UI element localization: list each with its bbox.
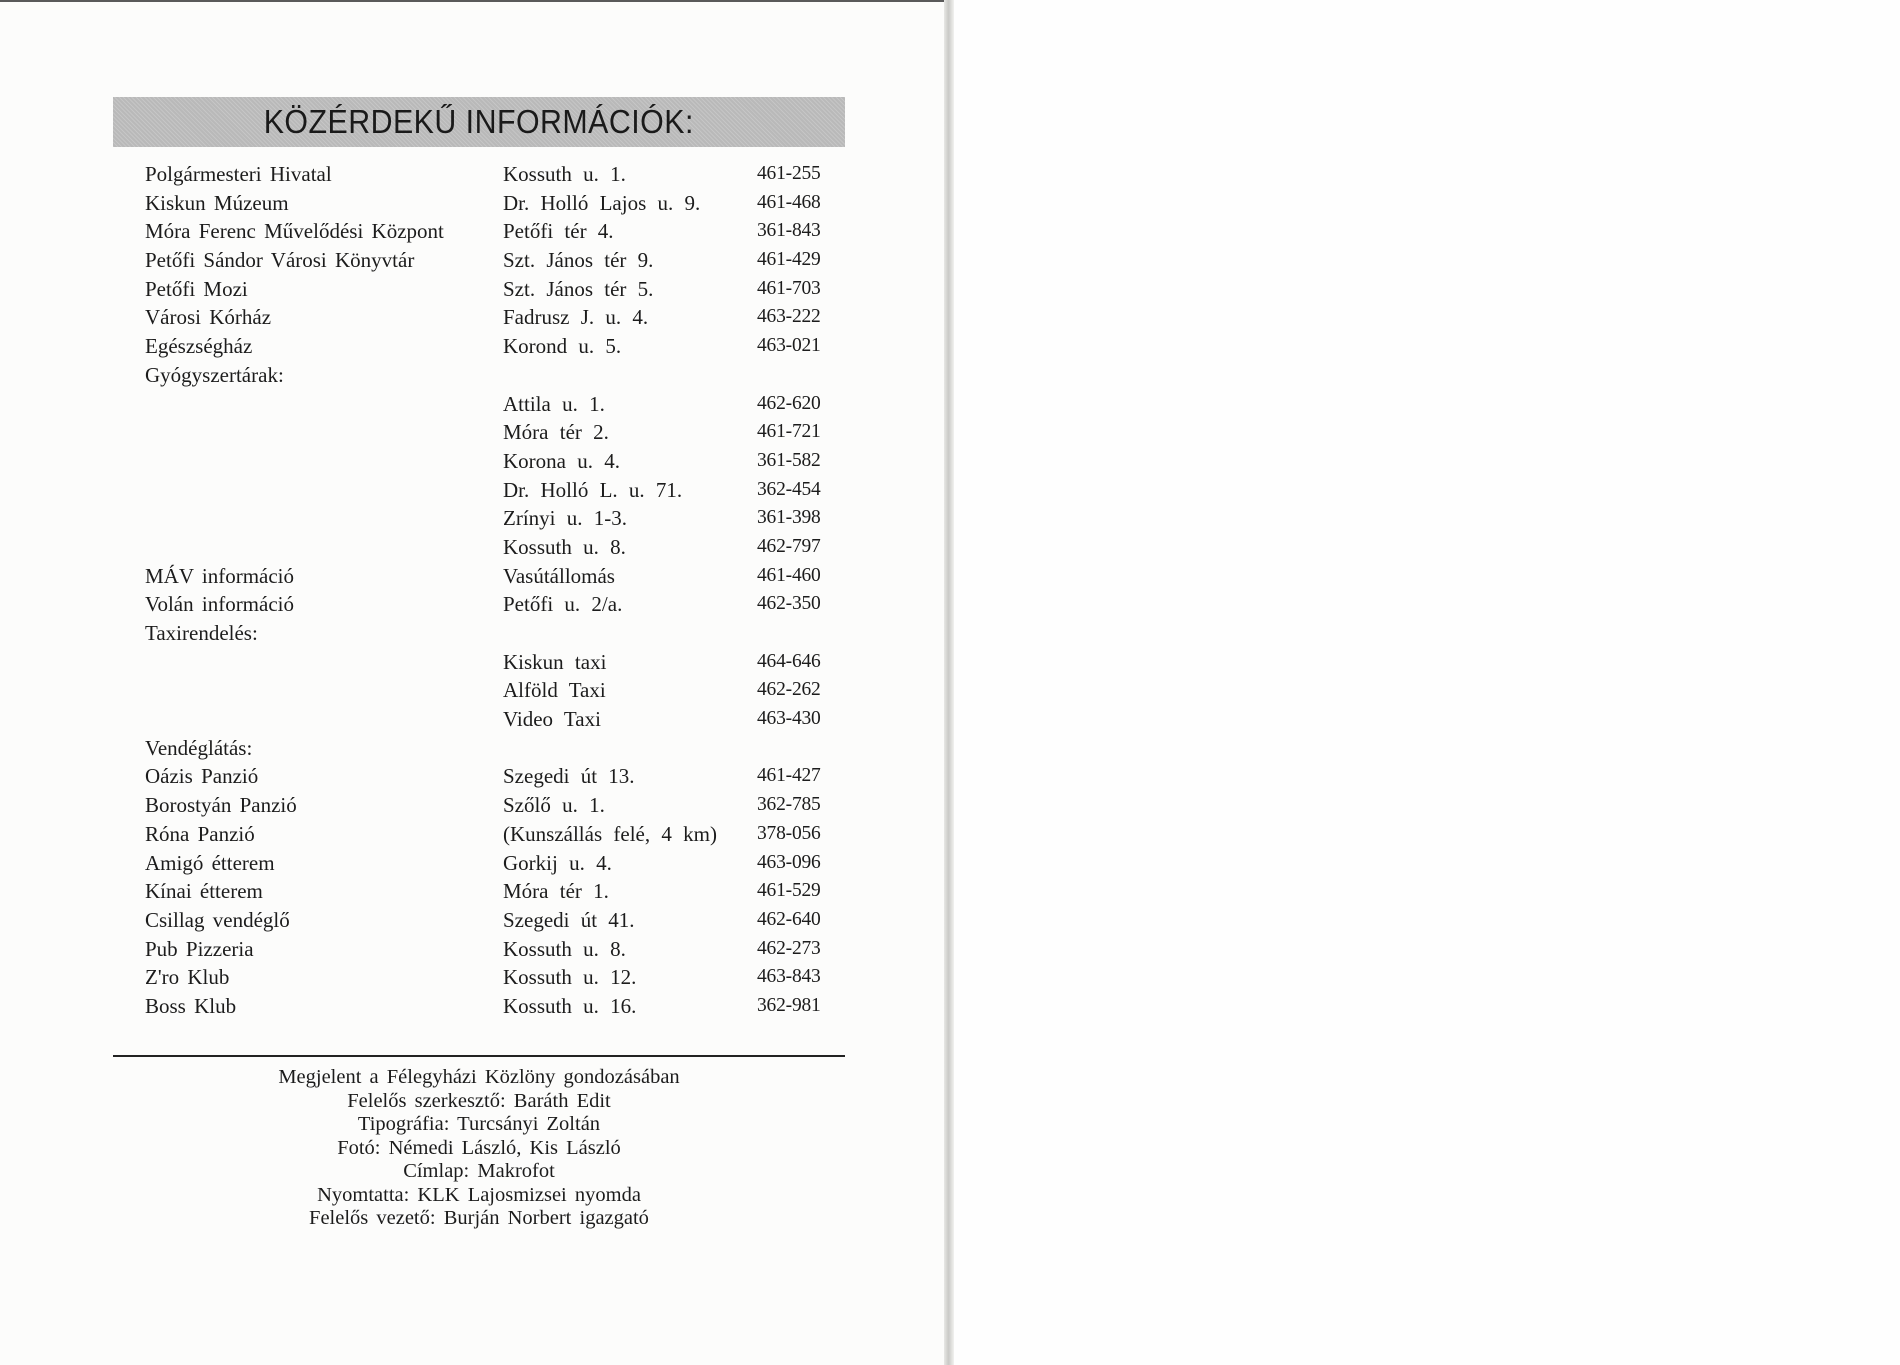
table-row [145, 246, 835, 275]
entry-address: Dr. Holló L. u. 71. [503, 477, 683, 502]
entry-name: Volán információ [145, 592, 294, 617]
top-edge-line [0, 0, 945, 2]
entry-name: Móra Ferenc Művelődési Központ [145, 219, 444, 244]
entry-name: Kínai étterem [145, 879, 263, 904]
entry-name: Polgármesteri Hivatal [145, 162, 332, 186]
table-row [145, 963, 835, 992]
left-page [0, 0, 944, 1365]
entry-address: Dr. Holló Lajos u. 9. [503, 190, 701, 215]
entry-name: Amigó étterem [145, 850, 275, 875]
entry-name: MÁV információ [145, 563, 295, 588]
entry-name: Z'ro Klub [145, 965, 230, 990]
entry-phone: 461-468 [757, 191, 821, 213]
entry-address: (Kunszállás felé, 4 km) [503, 821, 717, 846]
table-row [145, 160, 835, 189]
table-row [145, 791, 835, 820]
header-banner [113, 97, 845, 147]
entry-address: Kiskun taxi [503, 649, 607, 674]
entry-name: Petőfi Sándor Városi Könyvtár [145, 248, 415, 273]
entry-address: Kossuth u. 12. [503, 965, 637, 990]
table-row [145, 275, 835, 304]
table-row [145, 935, 835, 964]
table-row [145, 303, 835, 332]
entry-name: Taxirendelés: [145, 621, 258, 645]
table-row [145, 849, 835, 878]
table-row [145, 992, 835, 1021]
entry-name: Egészségház [145, 334, 253, 359]
table-row [145, 820, 835, 849]
table-row [145, 447, 835, 476]
entry-phone: 461-529 [757, 880, 821, 902]
entry-phone: 461-703 [757, 277, 821, 299]
entry-phone: 362-785 [757, 794, 821, 816]
entry-address: Móra tér 2. [503, 420, 609, 445]
entry-phone: 461-429 [757, 249, 821, 271]
entry-phone: 464-646 [757, 650, 821, 672]
table-row [145, 734, 835, 763]
entry-address: Kossuth u. 1. [503, 162, 626, 186]
entry-address: Korona u. 4. [503, 448, 620, 473]
entry-name: Gyógyszertárak: [145, 362, 284, 387]
table-row [145, 562, 835, 591]
entry-address: Petőfi u. 2/a. [503, 592, 623, 617]
table-row [145, 533, 835, 562]
table-row [145, 418, 835, 447]
entry-address: Zrínyi u. 1-3. [503, 506, 627, 531]
entry-address: Kossuth u. 8. [503, 534, 626, 559]
entry-name: Róna Panzió [145, 821, 255, 846]
entry-phone: 463-096 [757, 851, 821, 873]
entry-phone: 362-454 [757, 478, 821, 500]
entry-phone: 361-843 [757, 220, 821, 242]
entry-address: Szegedi út 13. [503, 764, 635, 789]
entry-address: Petőfi tér 4. [503, 219, 614, 244]
table-row [145, 676, 835, 705]
entry-address: Korond u. 5. [503, 334, 622, 359]
entry-phone: 463-222 [757, 306, 821, 328]
entry-phone: 462-273 [757, 937, 821, 959]
table-row [145, 906, 835, 935]
table-row [145, 590, 835, 619]
entry-address: Vasútállomás [503, 563, 615, 588]
colophon-line: Címlap: Makrofot [403, 1160, 555, 1182]
entry-name: Kiskun Múzeum [145, 190, 289, 215]
entry-address: Szőlő u. 1. [503, 793, 605, 818]
entry-address: Gorkij u. 4. [503, 850, 612, 875]
entry-name: Borostyán Panzió [145, 793, 297, 818]
entry-phone: 461-721 [757, 421, 821, 443]
colophon-line: Megjelent a Félegyházi Közlöny gondozásában [278, 1066, 680, 1088]
table-row [145, 189, 835, 218]
entry-address: Video Taxi [503, 707, 601, 732]
entry-name: Csillag vendéglő [145, 907, 290, 932]
entry-phone: 461-255 [757, 163, 821, 184]
entry-phone: 462-640 [757, 908, 821, 930]
table-row [145, 476, 835, 505]
table-row [145, 705, 835, 734]
table-row [145, 877, 835, 906]
entry-address: Attila u. 1. [503, 391, 605, 416]
entry-phone: 462-350 [757, 593, 821, 615]
divider-rule [113, 1055, 845, 1057]
colophon-line: Felelős szerkesztő: Baráth Edit [347, 1089, 611, 1112]
table-row [145, 648, 835, 677]
entry-name: Petőfi Mozi [145, 276, 248, 301]
page-gutter [944, 0, 954, 1365]
colophon-line: Fotó: Némedi László, Kis László [337, 1136, 621, 1159]
page-title: KÖZÉRDEKŰ INFORMÁCIÓK: [263, 103, 695, 140]
entry-name: Vendéglátás: [145, 735, 253, 760]
entry-address: Szt. János tér 5. [503, 276, 654, 301]
entry-phone: 463-021 [757, 335, 821, 357]
entry-phone: 461-427 [757, 765, 821, 787]
colophon-line: Felelős vezető: Burján Norbert igazgató [309, 1207, 649, 1229]
entry-name: Oázis Panzió [145, 764, 259, 789]
info-table [145, 160, 835, 1021]
entry-name: Városi Kórház [145, 305, 272, 330]
entry-phone: 361-582 [757, 449, 821, 471]
entry-address: Kossuth u. 16. [503, 993, 637, 1018]
entry-phone: 362-981 [757, 994, 821, 1016]
entry-phone: 378-056 [757, 822, 821, 844]
table-row [145, 390, 835, 419]
entry-address: Szt. János tér 9. [503, 248, 654, 273]
table-row [145, 217, 835, 246]
table-row [145, 361, 835, 390]
entry-address: Kossuth u. 8. [503, 936, 626, 961]
colophon-line: Nyomtatta: KLK Lajosmizsei nyomda [317, 1183, 641, 1206]
colophon [113, 1066, 845, 1231]
entry-phone: 462-620 [757, 392, 821, 414]
entry-address: Szegedi út 41. [503, 907, 635, 932]
table-row [145, 504, 835, 533]
entry-phone: 463-843 [757, 966, 821, 988]
colophon-line: Tipográfia: Turcsányi Zoltán [357, 1113, 601, 1135]
table-row [145, 619, 835, 648]
right-page [954, 0, 1900, 1365]
entry-address: Móra tér 1. [503, 879, 609, 904]
entry-phone: 462-262 [757, 679, 821, 701]
entry-phone: 461-460 [757, 564, 821, 586]
table-row [145, 762, 835, 791]
entry-name: Boss Klub [145, 993, 237, 1018]
table-row [145, 332, 835, 361]
entry-address: Alföld Taxi [503, 678, 606, 703]
entry-phone: 463-430 [757, 708, 821, 730]
entry-phone: 462-797 [757, 535, 821, 557]
entry-name: Pub Pizzeria [145, 936, 254, 961]
entry-phone: 361-398 [757, 507, 821, 529]
entry-address: Fadrusz J. u. 4. [503, 305, 649, 330]
